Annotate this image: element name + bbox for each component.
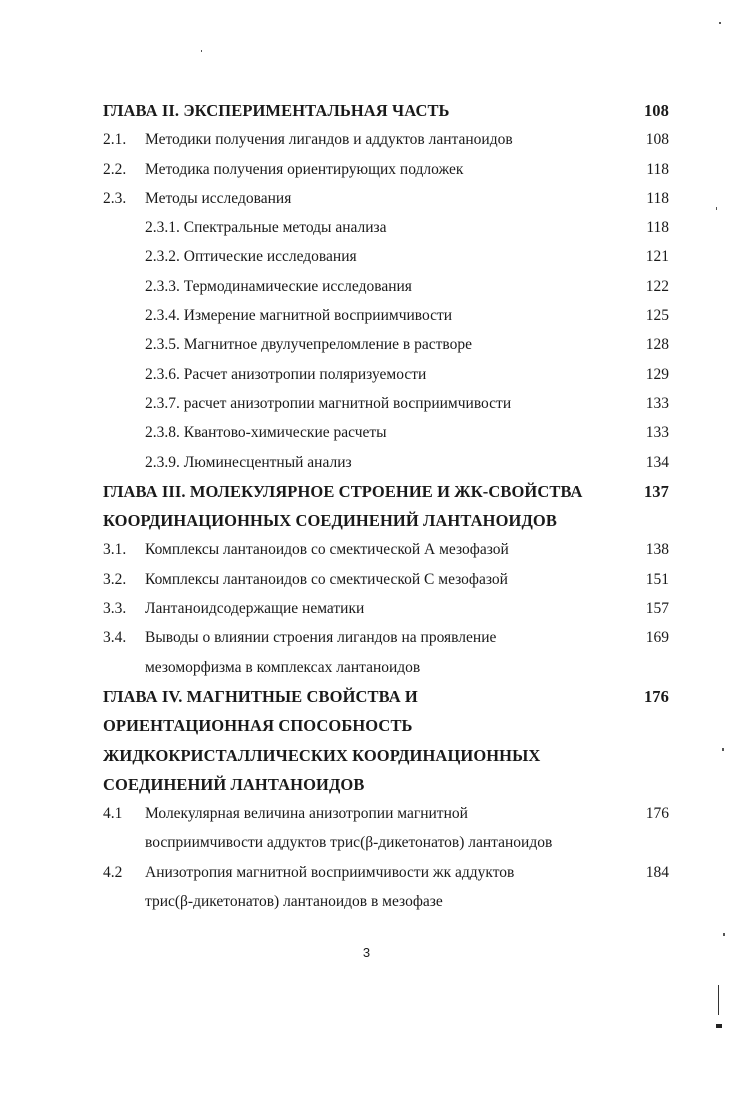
toc-entry-page: 151 (645, 570, 669, 588)
toc-entry (103, 477, 673, 506)
toc-entry (103, 96, 673, 125)
toc-entry (103, 682, 673, 711)
toc-entry (103, 184, 673, 213)
toc-entry-title: ОРИЕНТАЦИОННАЯ СПОСОБНОСТЬ (103, 716, 413, 736)
toc-entry-title: 2.3.8. Квантово-химические расчеты (145, 424, 387, 442)
toc-entry-page: 184 (645, 863, 669, 881)
toc-entry (103, 242, 673, 271)
toc-entry (103, 653, 673, 682)
toc-entry (103, 887, 673, 916)
toc-entry-page: 118 (646, 160, 669, 178)
toc-entry-page: 118 (646, 189, 669, 207)
scan-speck (201, 50, 202, 52)
toc-entry (103, 594, 673, 623)
toc-entry-page: 134 (645, 453, 669, 471)
toc-entry-title: Комплексы лантаноидов со смектической А мезофазой (145, 541, 509, 559)
toc-entry-title: мезоморфизма в комплексах лантаноидов (145, 658, 421, 676)
toc-entry-title: Лантаноидсодержащие нематики (145, 600, 365, 618)
toc-entry (103, 741, 673, 770)
toc-entry (103, 330, 673, 359)
toc-entry-page: 133 (645, 424, 669, 442)
toc-entry-page: 108 (643, 101, 669, 120)
toc-entry-page: 108 (645, 131, 669, 149)
scan-speck (719, 22, 721, 24)
toc-entry-number: 4.1 (103, 805, 123, 823)
toc-entry (103, 711, 673, 740)
toc-entry-title: 2.3.9. Люминесцентный анализ (145, 453, 352, 471)
toc-entry-page: 133 (645, 394, 669, 412)
toc-entry (103, 535, 673, 564)
toc-entry-title: 2.3.1. Спектральные методы анализа (145, 219, 387, 237)
toc-entry-number: 2.2. (103, 160, 127, 178)
toc-entry-title: Молекулярная величина анизотропии магнитной (145, 805, 468, 823)
page-number: 3 (362, 945, 371, 960)
toc-entry-page: 122 (645, 277, 669, 295)
toc-entry-page: 125 (645, 307, 669, 325)
toc-entry-title: Анизотропия магнитной восприимчивости жк аддуктов (145, 863, 515, 881)
toc-entry-title: Методы исследования (145, 189, 292, 207)
toc-entry-title: Методики получения лигандов и аддуктов лантаноидов (145, 131, 513, 149)
scan-speck (716, 207, 717, 210)
toc-entry-page: 157 (645, 600, 669, 618)
scan-speck (722, 748, 724, 751)
scan-speck (718, 985, 719, 1015)
toc-entry-title: СОЕДИНЕНИЙ ЛАНТАНОИДОВ (103, 774, 365, 794)
toc-entry-number: 4.2 (103, 863, 123, 881)
toc-entry (103, 623, 673, 652)
toc-entry-title: 2.3.7. расчет анизотропии магнитной восприимчивости (145, 394, 512, 412)
toc-entry-title: Выводы о влиянии строения лигандов на проявление (145, 629, 497, 647)
toc-entry-number: 2.1. (103, 131, 127, 149)
toc-entry-title: 2.3.5. Магнитное двулучепреломление в растворе (145, 336, 472, 354)
toc-entry-title: КООРДИНАЦИОННЫХ СОЕДИНЕНИЙ ЛАНТАНОИДОВ (103, 511, 557, 531)
toc-entry-title: ГЛАВА III. МОЛЕКУЛЯРНОЕ СТРОЕНИЕ И ЖК-СВОЙСТВА (103, 481, 583, 501)
toc-entry (103, 272, 673, 301)
toc-entry (103, 125, 673, 154)
toc-entry-number: 3.3. (103, 600, 127, 618)
toc-entry (103, 770, 673, 799)
toc-entry-title: 2.3.2. Оптические исследования (145, 248, 357, 266)
toc-entry (103, 799, 673, 828)
toc-entry-page: 129 (645, 365, 669, 383)
toc-entry-number: 3.1. (103, 541, 127, 559)
toc-entry-title: ГЛАВА II. ЭКСПЕРИМЕНТАЛЬНАЯ ЧАСТЬ (103, 101, 450, 120)
toc-entry (103, 565, 673, 594)
toc-entry-page: 118 (646, 219, 669, 237)
toc-entry-page: 169 (645, 629, 669, 647)
toc-entry (103, 213, 673, 242)
toc-entry (103, 858, 673, 887)
toc-entry-title: ГЛАВА IV. МАГНИТНЫЕ СВОЙСТВА И (103, 686, 418, 706)
toc-entry-title: восприимчивости аддуктов трис(β-дикетонатов) лантаноидов (145, 834, 553, 852)
toc-entry (103, 389, 673, 418)
table-of-contents (103, 96, 673, 916)
toc-entry-title: 2.3.3. Термодинамические исследования (145, 277, 412, 295)
toc-entry (103, 155, 673, 184)
toc-entry-title: 2.3.6. Расчет анизотропии поляризуемости (145, 365, 427, 383)
toc-entry-page: 176 (645, 805, 669, 823)
toc-entry (103, 418, 673, 447)
toc-entry-page: 128 (645, 336, 669, 354)
toc-entry-page: 138 (645, 541, 669, 559)
toc-entry (103, 448, 673, 477)
scan-speck (723, 933, 725, 936)
toc-entry-page: 176 (643, 686, 669, 706)
toc-entry (103, 301, 673, 330)
toc-entry-number: 3.4. (103, 629, 127, 647)
toc-entry-page: 137 (643, 481, 669, 501)
toc-entry-title: трис(β-дикетонатов) лантаноидов в мезофазе (145, 893, 443, 911)
toc-entry (103, 360, 673, 389)
toc-entry-number: 2.3. (103, 189, 127, 207)
toc-entry-number: 3.2. (103, 570, 127, 588)
scan-speck (716, 1024, 722, 1028)
toc-entry (103, 506, 673, 535)
toc-entry-title: Комплексы лантаноидов со смектической С мезофазой (145, 570, 508, 588)
toc-entry-page: 121 (645, 248, 669, 266)
toc-entry-title: 2.3.4. Измерение магнитной восприимчивости (145, 307, 453, 325)
toc-entry-title: ЖИДКОКРИСТАЛЛИЧЕСКИХ КООРДИНАЦИОННЫХ (103, 745, 541, 765)
toc-entry (103, 828, 673, 857)
toc-entry-title: Методика получения ориентирующих подложек (145, 160, 464, 178)
